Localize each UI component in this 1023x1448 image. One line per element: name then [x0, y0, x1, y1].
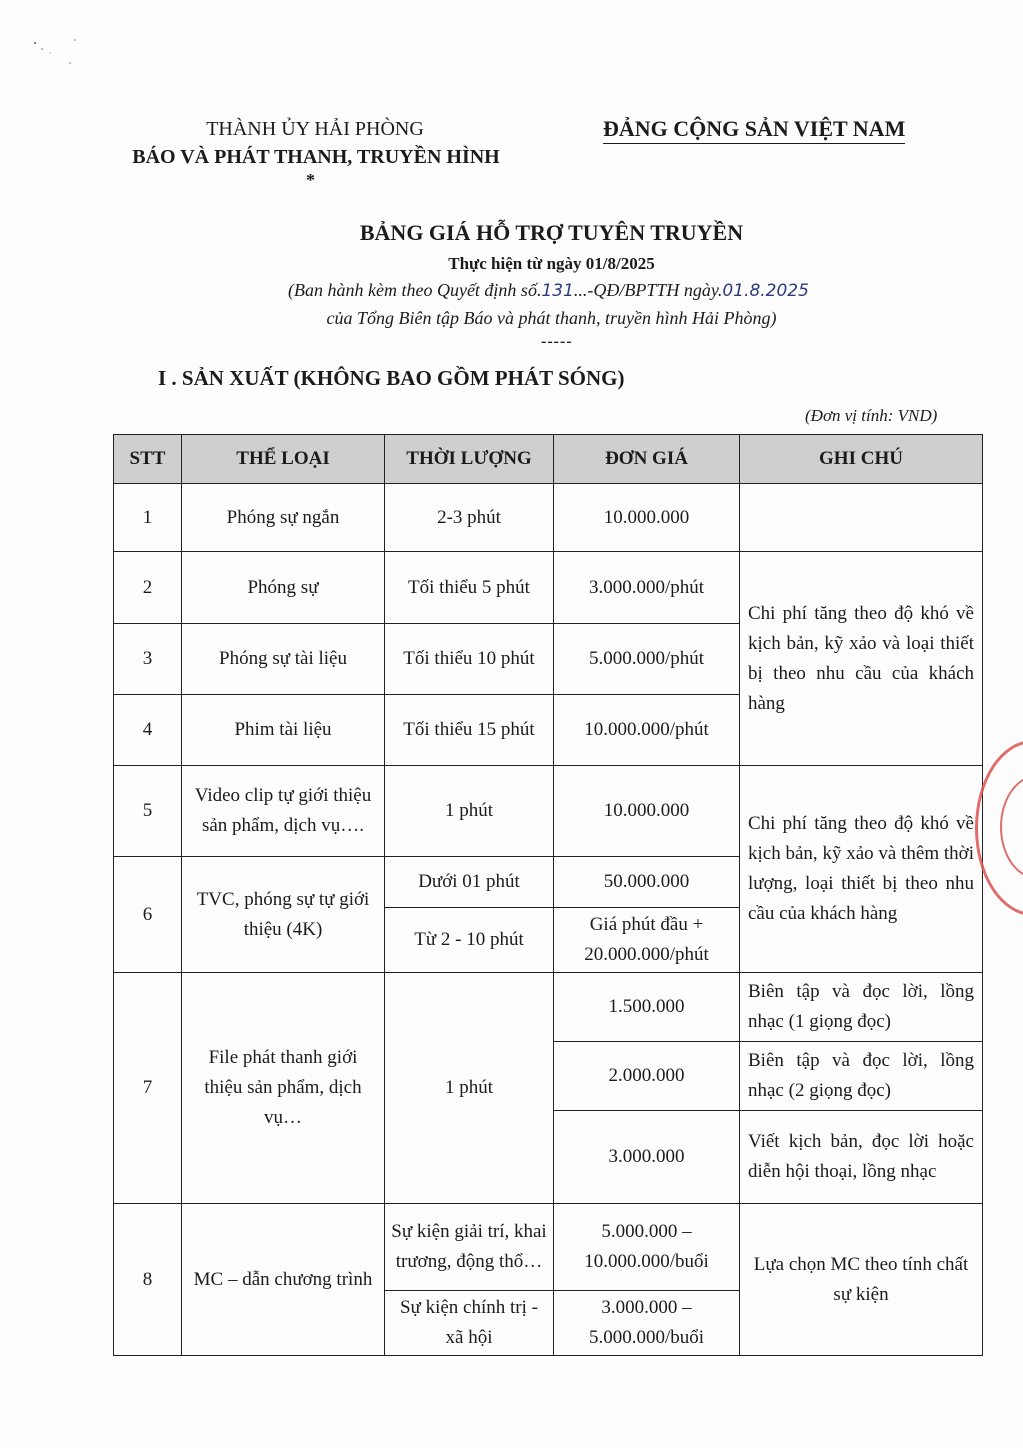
header-duration: THỜI LƯỢNG [385, 435, 554, 484]
cell-stt: 4 [114, 695, 182, 766]
cell-price: 2.000.000 [554, 1042, 740, 1111]
header-price: ĐƠN GIÁ [554, 435, 740, 484]
issued-middle: ...-QĐ/BPTTH ngày. [573, 280, 723, 300]
header-stt: STT [114, 435, 182, 484]
page-title: BẢNG GIÁ HỖ TRỢ TUYÊN TRUYỀN [359, 220, 744, 245]
header-type: THỂ LOẠI [182, 435, 385, 484]
cell-price: 5.000.000/phút [554, 624, 740, 695]
cell-stt: 6 [114, 857, 182, 973]
cell-duration: Tối thiểu 5 phút [385, 552, 554, 624]
cell-type: File phát thanh giới thiệu sản phẩm, dịch vụ… [182, 973, 385, 1204]
table-row [114, 552, 983, 624]
cell-price: 5.000.000 – 10.000.000/buổi [554, 1204, 740, 1291]
cell-price: 1.500.000 [554, 973, 740, 1042]
cell-duration: Tối thiểu 10 phút [385, 624, 554, 695]
effective-date: Thực hiện từ ngày 01/8/2025 [448, 254, 655, 273]
cell-price: 3.000.000 [554, 1111, 740, 1204]
cell-price: Giá phút đầu + 20.000.000/phút [554, 908, 740, 973]
cell-note: Chi phí tăng theo độ khó về kịch bản, kỹ xảo và thêm thời lượng, loại thiết bị theo nhu cầu của khách hàng [740, 766, 983, 973]
cell-note [740, 484, 983, 552]
header-note: GHI CHÚ [740, 435, 983, 484]
issued-line-2: của Tổng Biên tập Báo và phát thanh, truyền hình Hải Phòng) [326, 308, 777, 328]
cell-stt: 3 [114, 624, 182, 695]
cell-duration: Từ 2 - 10 phút [385, 908, 554, 973]
cell-duration: Tối thiểu 15 phút [385, 695, 554, 766]
org-star: * [306, 170, 315, 190]
cell-type: TVC, phóng sự tự giới thiệu (4K) [182, 857, 385, 973]
cell-duration: 1 phút [385, 766, 554, 857]
cell-price: 10.000.000/phút [554, 695, 740, 766]
cell-note: Chi phí tăng theo độ khó về kịch bản, kỹ xảo và loại thiết bị theo nhu cầu của khách hàng [740, 552, 983, 766]
currency-unit: (Đơn vị tính: VND) [805, 406, 938, 425]
cell-stt: 8 [114, 1204, 182, 1356]
cell-price: 10.000.000 [554, 766, 740, 857]
org-parent: THÀNH ỦY HẢI PHÒNG [206, 118, 424, 140]
cell-note: Biên tập và đọc lời, lồng nhạc (2 giọng đọc) [740, 1042, 983, 1111]
cell-stt: 7 [114, 973, 182, 1204]
decision-number-handwritten: 131 [541, 281, 574, 301]
cell-price: 50.000.000 [554, 857, 740, 908]
table-row [114, 1204, 983, 1291]
cell-stt: 5 [114, 766, 182, 857]
cell-type: MC – dẫn chương trình [182, 1204, 385, 1356]
cell-type: Phóng sự tài liệu [182, 624, 385, 695]
decision-date-handwritten: 01.8.2025 [722, 281, 809, 301]
table-header-row [114, 435, 983, 484]
cell-price: 3.000.000 – 5.000.000/buổi [554, 1291, 740, 1356]
cell-price: 3.000.000/phút [554, 552, 740, 624]
cell-note: Viết kịch bản, đọc lời hoặc diễn hội thoại, lồng nhạc [740, 1111, 983, 1204]
cell-type: Video clip tự giới thiệu sản phẩm, dịch vụ…. [182, 766, 385, 857]
cell-type: Phóng sự [182, 552, 385, 624]
cell-type: Phóng sự ngắn [182, 484, 385, 552]
issued-prefix: (Ban hành kèm theo Quyết định số. [288, 280, 542, 300]
table-row [114, 484, 983, 552]
scan-specks [30, 35, 90, 75]
separator: ----- [541, 333, 573, 350]
cell-note: Biên tập và đọc lời, lồng nhạc (1 giọng đọc) [740, 973, 983, 1042]
cell-stt: 2 [114, 552, 182, 624]
cell-duration: Dưới 01 phút [385, 857, 554, 908]
cell-type: Phim tài liệu [182, 695, 385, 766]
section-heading: I . SẢN XUẤT (KHÔNG BAO GỒM PHÁT SÓNG) [158, 366, 625, 390]
issued-line [288, 280, 809, 301]
cell-duration: 1 phút [385, 973, 554, 1204]
org-name: BÁO VÀ PHÁT THANH, TRUYỀN HÌNH [132, 146, 500, 168]
cell-duration: Sự kiện giải trí, khai trương, động thổ… [385, 1204, 554, 1291]
table-row [114, 973, 983, 1042]
cell-price: 10.000.000 [554, 484, 740, 552]
party-name: ĐẢNG CỘNG SẢN VIỆT NAM [603, 116, 905, 144]
table-row [114, 766, 983, 857]
cell-duration: Sự kiện chính trị - xã hội [385, 1291, 554, 1356]
price-table [113, 434, 983, 1356]
cell-note: Lựa chọn MC theo tính chất sự kiện [740, 1204, 983, 1356]
cell-duration: 2-3 phút [385, 484, 554, 552]
cell-stt: 1 [114, 484, 182, 552]
